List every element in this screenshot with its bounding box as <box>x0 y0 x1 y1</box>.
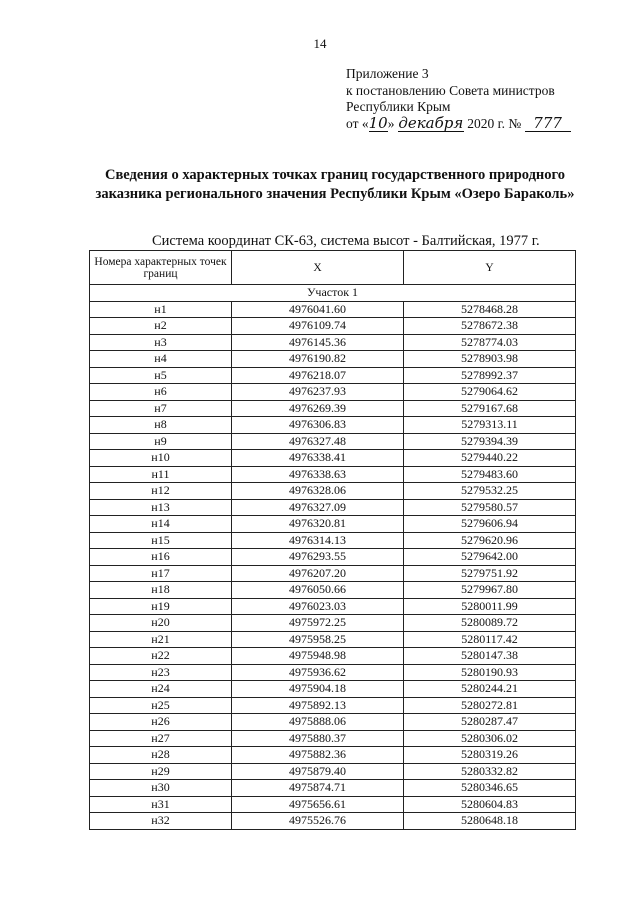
x-cell: 4976050.66 <box>232 582 404 599</box>
annex-date-line <box>346 113 571 133</box>
handwritten-number: 777 <box>525 116 571 132</box>
y-cell: 5278774.03 <box>404 334 576 351</box>
x-cell: 4976145.36 <box>232 334 404 351</box>
y-cell: 5280089.72 <box>404 615 576 632</box>
x-cell: 4975656.61 <box>232 796 404 813</box>
x-cell: 4976293.55 <box>232 549 404 566</box>
table-row <box>90 631 576 648</box>
y-cell: 5280011.99 <box>404 598 576 615</box>
x-cell: 4976269.39 <box>232 400 404 417</box>
point-number-cell: н5 <box>90 367 232 384</box>
table-row <box>90 400 576 417</box>
y-cell: 5280244.21 <box>404 681 576 698</box>
x-cell: 4975892.13 <box>232 697 404 714</box>
table-row <box>90 367 576 384</box>
boundary-points-table <box>89 250 576 830</box>
y-cell: 5279620.96 <box>404 532 576 549</box>
x-cell: 4976190.82 <box>232 351 404 368</box>
table-header-row <box>90 251 576 285</box>
x-cell: 4975879.40 <box>232 763 404 780</box>
point-number-cell: н11 <box>90 466 232 483</box>
table-row <box>90 417 576 434</box>
y-cell: 5280306.02 <box>404 730 576 747</box>
point-number-cell: н26 <box>90 714 232 731</box>
x-cell: 4975888.06 <box>232 714 404 731</box>
table-row <box>90 615 576 632</box>
y-cell: 5279642.00 <box>404 549 576 566</box>
point-number-cell: н12 <box>90 483 232 500</box>
y-cell: 5280287.47 <box>404 714 576 731</box>
x-cell: 4975948.98 <box>232 648 404 665</box>
y-cell: 5279313.11 <box>404 417 576 434</box>
table-row <box>90 747 576 764</box>
annex-block <box>346 66 571 132</box>
table-row <box>90 780 576 797</box>
point-number-cell: н31 <box>90 796 232 813</box>
header-point-number: Номера характерных точек границ <box>90 251 232 285</box>
point-number-cell: н6 <box>90 384 232 401</box>
table-row <box>90 730 576 747</box>
point-number-cell: н4 <box>90 351 232 368</box>
table-row <box>90 301 576 318</box>
x-cell: 4975882.36 <box>232 747 404 764</box>
table-row <box>90 763 576 780</box>
table-row <box>90 813 576 830</box>
table-row <box>90 318 576 335</box>
x-cell: 4975936.62 <box>232 664 404 681</box>
x-cell: 4975874.71 <box>232 780 404 797</box>
table-row <box>90 664 576 681</box>
table-row <box>90 582 576 599</box>
point-number-cell: н32 <box>90 813 232 830</box>
table-row <box>90 532 576 549</box>
point-number-cell: н15 <box>90 532 232 549</box>
x-cell: 4976218.07 <box>232 367 404 384</box>
table-row <box>90 796 576 813</box>
point-number-cell: н3 <box>90 334 232 351</box>
x-cell: 4975958.25 <box>232 631 404 648</box>
x-cell: 4976314.13 <box>232 532 404 549</box>
x-cell: 4976327.48 <box>232 433 404 450</box>
point-number-cell: н17 <box>90 565 232 582</box>
section-label: Участок 1 <box>90 285 576 302</box>
page-number: 14 <box>313 36 327 51</box>
x-cell: 4976327.09 <box>232 499 404 516</box>
y-cell: 5280117.42 <box>404 631 576 648</box>
x-cell: 4975972.25 <box>232 615 404 632</box>
annex-line-1: Приложение 3 <box>346 66 429 81</box>
y-cell: 5278672.38 <box>404 318 576 335</box>
table-row <box>90 466 576 483</box>
y-cell: 5279967.80 <box>404 582 576 599</box>
point-number-cell: н14 <box>90 516 232 533</box>
point-number-cell: н24 <box>90 681 232 698</box>
y-cell: 5280190.93 <box>404 664 576 681</box>
table-row <box>90 697 576 714</box>
x-cell: 4976237.93 <box>232 384 404 401</box>
table-row <box>90 351 576 368</box>
y-cell: 5279580.57 <box>404 499 576 516</box>
point-number-cell: н30 <box>90 780 232 797</box>
y-cell: 5279751.92 <box>404 565 576 582</box>
y-cell: 5279167.68 <box>404 400 576 417</box>
y-cell: 5280319.26 <box>404 747 576 764</box>
document-title: Сведения о характерных точках границ государственного природного заказника регионального значения Республики Крым «Озеро Бараколь» <box>95 167 575 202</box>
y-cell: 5279606.94 <box>404 516 576 533</box>
x-cell: 4976207.20 <box>232 565 404 582</box>
date-mid: » <box>387 115 395 131</box>
point-number-cell: н16 <box>90 549 232 566</box>
x-cell: 4976338.63 <box>232 466 404 483</box>
annex-line-3: Республики Крым <box>346 99 451 114</box>
table-row <box>90 334 576 351</box>
x-cell: 4976109.74 <box>232 318 404 335</box>
point-number-cell: н9 <box>90 433 232 450</box>
y-cell: 5278903.98 <box>404 351 576 368</box>
table-row <box>90 681 576 698</box>
header-x: X <box>232 251 404 285</box>
header-y: Y <box>404 251 576 285</box>
point-number-cell: н29 <box>90 763 232 780</box>
handwritten-month: декабря <box>398 113 464 132</box>
y-cell: 5279483.60 <box>404 466 576 483</box>
y-cell: 5279440.22 <box>404 450 576 467</box>
x-cell: 4976023.03 <box>232 598 404 615</box>
y-cell: 5280332.82 <box>404 763 576 780</box>
point-number-cell: н1 <box>90 301 232 318</box>
table-row <box>90 648 576 665</box>
x-cell: 4976306.83 <box>232 417 404 434</box>
annex-line-2: к постановлению Совета министров <box>346 82 555 98</box>
handwritten-day: 10 <box>368 113 388 132</box>
point-number-cell: н18 <box>90 582 232 599</box>
y-cell: 5280272.81 <box>404 697 576 714</box>
table-row <box>90 516 576 533</box>
table-row <box>90 714 576 731</box>
y-cell: 5280346.65 <box>404 780 576 797</box>
point-number-cell: н8 <box>90 417 232 434</box>
point-number-cell: н10 <box>90 450 232 467</box>
year-text: 2020 г. № <box>467 115 522 131</box>
x-cell: 4976041.60 <box>232 301 404 318</box>
point-number-cell: н28 <box>90 747 232 764</box>
date-prefix: от « <box>346 115 369 131</box>
x-cell: 4975880.37 <box>232 730 404 747</box>
point-number-cell: н7 <box>90 400 232 417</box>
table-row <box>90 450 576 467</box>
x-cell: 4976320.81 <box>232 516 404 533</box>
x-cell: 4976328.06 <box>232 483 404 500</box>
table-row <box>90 565 576 582</box>
y-cell: 5279394.39 <box>404 433 576 450</box>
point-number-cell: н27 <box>90 730 232 747</box>
point-number-cell: н22 <box>90 648 232 665</box>
point-number-cell: н13 <box>90 499 232 516</box>
y-cell: 5278992.37 <box>404 367 576 384</box>
point-number-cell: н20 <box>90 615 232 632</box>
x-cell: 4975526.76 <box>232 813 404 830</box>
table-row <box>90 483 576 500</box>
table-row <box>90 384 576 401</box>
y-cell: 5280604.83 <box>404 796 576 813</box>
y-cell: 5279064.62 <box>404 384 576 401</box>
table-row <box>90 598 576 615</box>
y-cell: 5278468.28 <box>404 301 576 318</box>
table-row <box>90 433 576 450</box>
point-number-cell: н2 <box>90 318 232 335</box>
y-cell: 5280648.18 <box>404 813 576 830</box>
y-cell: 5279532.25 <box>404 483 576 500</box>
x-cell: 4975904.18 <box>232 681 404 698</box>
point-number-cell: н21 <box>90 631 232 648</box>
y-cell: 5280147.38 <box>404 648 576 665</box>
point-number-cell: н25 <box>90 697 232 714</box>
point-number-cell: н19 <box>90 598 232 615</box>
point-number-cell: н23 <box>90 664 232 681</box>
coordinate-system-caption: Система координат СК-63, система высот - Балтийская, 1977 г. <box>152 233 540 249</box>
table-row <box>90 499 576 516</box>
section-row <box>90 285 576 302</box>
table-row <box>90 549 576 566</box>
x-cell: 4976338.41 <box>232 450 404 467</box>
